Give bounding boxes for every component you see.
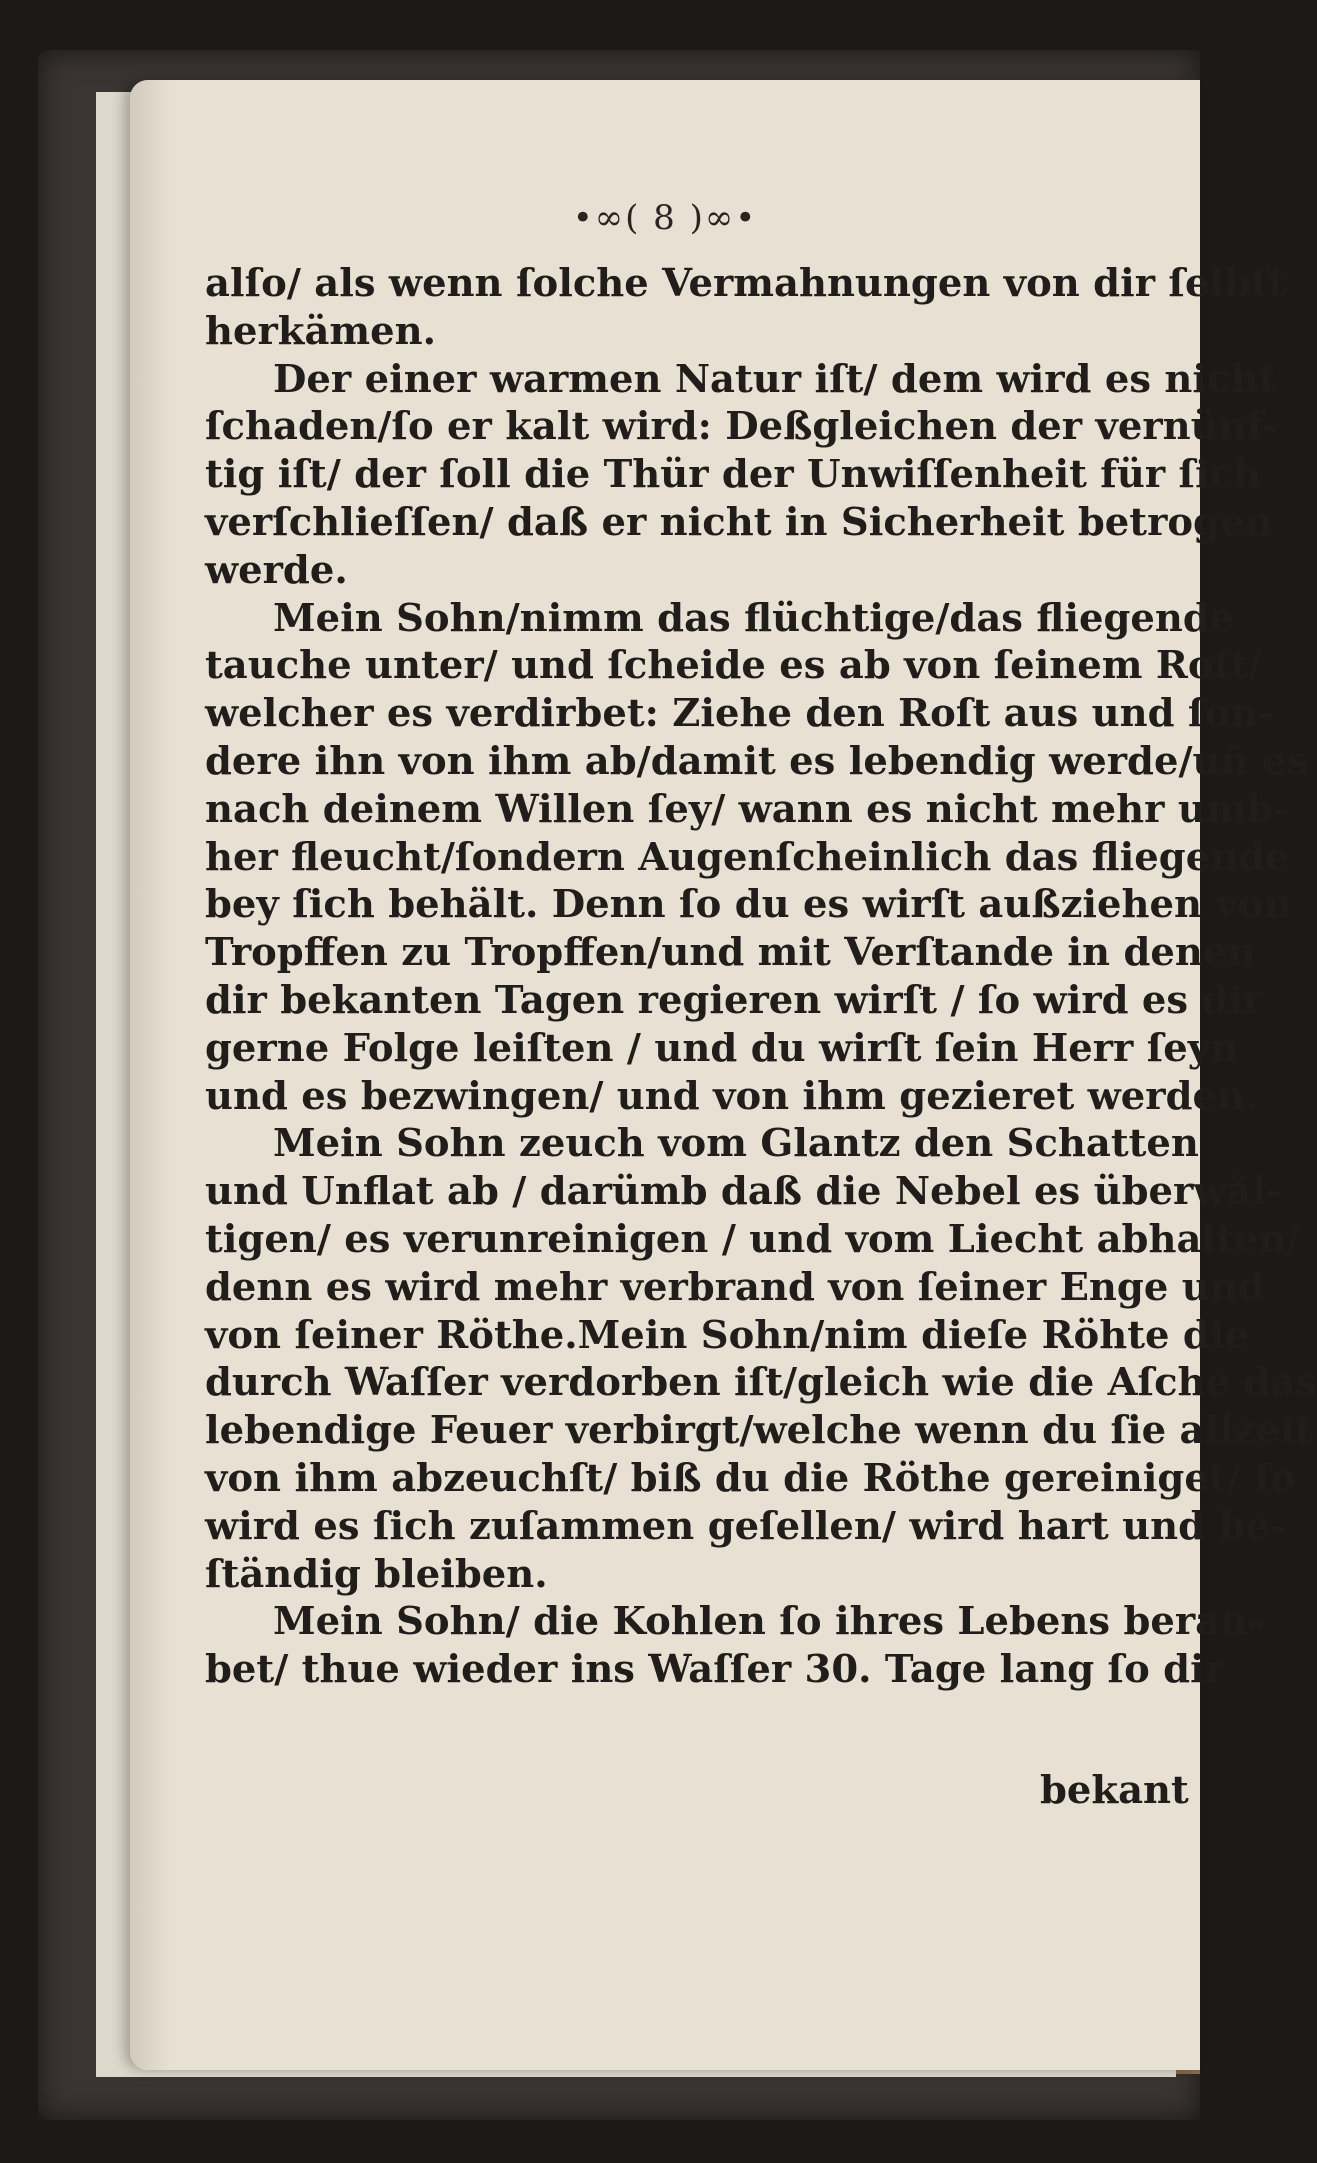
catchword: bekant (1040, 1768, 1189, 1813)
text-line: und Unflat ab / darümb daß die Nebel es überwäl- (205, 1169, 1282, 1215)
text-line: durch Waſſer verdorben iſt/gleich wie die Aſche das (205, 1360, 1317, 1406)
text-line: Der einer warmen Natur iſt/ dem wird es nicht (273, 356, 1277, 402)
text-line: tauche unter/ und ſcheide es ab von ſeinem Roſt/ (205, 643, 1262, 689)
text-line: Tropffen zu Tropffen/und mit Verſtande in denen (205, 930, 1256, 976)
text-line: dere ihn von ihm ab/damit es lebendig werde/uñ es (205, 738, 1309, 784)
text-line: ſchaden/ſo er kalt wird: Deßgleichen der vernünf- (205, 404, 1278, 450)
text-line: von ſeiner Röthe.Mein Sohn/nim dieſe Röhte die (205, 1312, 1249, 1358)
text-line: Mein Sohn/ die Kohlen ſo ihres Lebens berau- (273, 1599, 1265, 1645)
text-line: tig iſt/ der ſoll die Thür der Unwiſſenheit für ſich (205, 452, 1262, 498)
text-line: wird es ſich zuſammen geſellen/ wird hart und be- (205, 1503, 1286, 1549)
page-gutter-edge (130, 80, 170, 2070)
text-line: welcher es verdirbet: Ziehe den Roſt aus und ſon- (205, 691, 1275, 737)
text-line: Mein Sohn zeuch vom Glantz den Schatten (273, 1121, 1199, 1167)
text-line: nach deinem Willen ſey/ wann es nicht mehr umb- (205, 786, 1290, 832)
text-line: bet/ thue wieder ins Waſſer 30. Tage lang ſo dir (205, 1647, 1226, 1693)
page-text-block (205, 260, 1317, 1694)
text-line: ſtändig bleiben. (205, 1551, 548, 1597)
text-line: her fleucht/ſondern Augenſcheinlich das fliegende (205, 834, 1290, 880)
text-line: gerne Folge leiſten / und du wirſt ſein Herr ſeyn (205, 1025, 1239, 1071)
text-line: von ihm abzeuchſt/ biß du die Röthe gereiniget/ ſo (205, 1455, 1297, 1501)
text-line: herkämen. (205, 308, 437, 354)
text-line: lebendige Feuer verbirgt/welche wenn du ſie allzeit (205, 1408, 1313, 1454)
text-line: und es bezwingen/ und von ihm gezieret werden. (205, 1073, 1259, 1119)
text-line: Mein Sohn/nimm das flüchtige/das fliegende (273, 595, 1235, 641)
page-number-header: •∞( 8 )∞• (572, 198, 758, 238)
text-line: bey ſich behält. Denn ſo du es wirſt außziehen von (205, 882, 1292, 928)
text-line: denn es wird mehr verbrand von ſeiner Enge und (205, 1264, 1265, 1310)
text-line: alſo/ als wenn ſolche Vermahnungen von dir ſelbſt (205, 261, 1286, 306)
text-line: verſchlieſſen/ daß er nicht in Sicherheit betrogen (205, 499, 1273, 545)
text-line: tigen/ es verunreinigen / und vom Liecht abhalten/ (205, 1216, 1301, 1262)
text-line: werde. (205, 547, 348, 593)
text-line: dir bekanten Tagen regieren wirſt / ſo wird es dir (205, 977, 1264, 1023)
